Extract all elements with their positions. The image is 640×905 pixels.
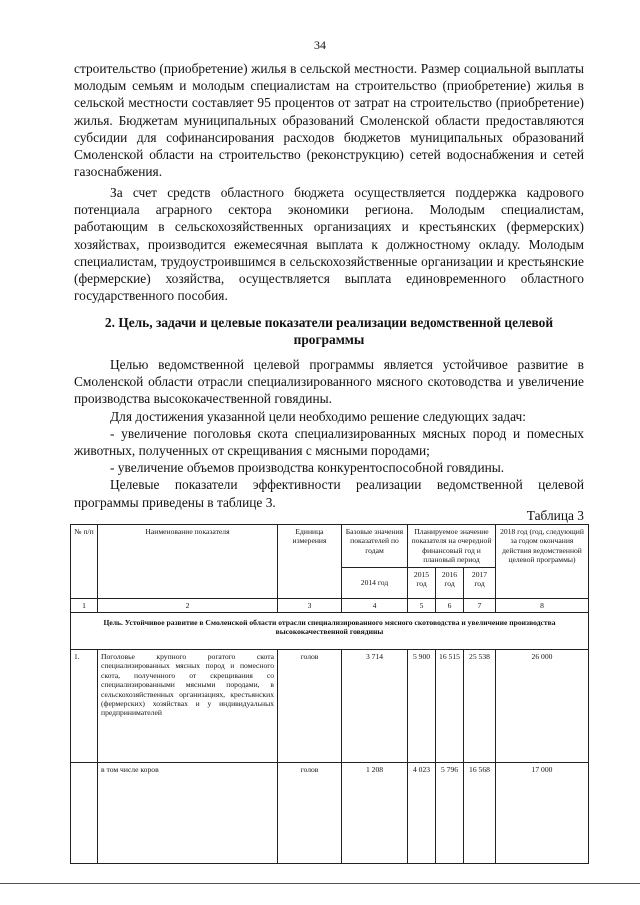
paragraph: Для достижения указанной цели необходимо решение следующих задач: [110,408,526,424]
table-cell: 5 796 [436,763,464,864]
header-cell: Базовые значения показателей по годам [342,525,408,568]
paragraph: строительство (приобретение) жилья в сельской местности. Размер социальной выплаты молодым семьям и молодым специалистам на строительство (приобретение) жилья в сельской местности составляет 95 процентов от затрат на строительство (приобретение) жилья. Бюджетам муниципальных образований Смоленской области предоставляются субсидии для софинансирования расходов бюджетов муниципальных образований Смоленской области на строительство (реконструкцию) сетей водоснабжения и сетей газоснабжения. [74,61,584,180]
table-cell: голов [278,650,342,763]
paragraph: - увеличение объемов производства конкурентоспособной говядины. [110,460,505,476]
table-row [71,650,589,763]
table-cell: Поголовье крупного рогатого скота специализированных мясных пород и помесного скота, полученного от скрещивания со специализированными мясными породами, в сельскохозяйственных организациях, крестьянских (фермерских) хозяйствах и у индивидуальных предпринимателей [98,650,278,763]
header-cell: Единица измерения [278,525,342,599]
indicators-table [70,524,589,864]
paragraph: Целевые показатели эффективности реализации ведомственной целевой программы приведены в таблице 3. [74,477,584,510]
column-number-cell: 7 [464,598,496,612]
table-cell: 4 023 [408,763,436,864]
table-cell: в том числе коров [98,763,278,864]
table-cell: 16 515 [436,650,464,763]
table-cell: 25 538 [464,650,496,763]
column-number-cell: 4 [342,598,408,612]
table-cell: 17 000 [496,763,589,864]
column-number-cell: 6 [436,598,464,612]
table-row [71,763,589,864]
paragraph: - увеличение поголовья скота специализированных мясных пород и помесных животных, полученных от скрещивания с мясными породами; [74,425,584,459]
goals-text-block [74,356,584,511]
table-cell: 5 900 [408,650,436,763]
table-cell [71,763,98,864]
table-cell: 26 000 [496,650,589,763]
page-number: 34 [314,38,326,52]
section-heading: 2. Цель, задачи и целевые показатели реализации ведомственной целевой программы [104,315,554,348]
table-header-row [71,525,589,568]
personnel-support-block [74,184,584,304]
paragraph: Целью ведомственной целевой программы является устойчивое развитие в Смоленской области отрасли специализированного мясного скотоводства и увеличение производства высококачественной говядины. [74,357,584,407]
column-number-cell: 8 [496,598,589,612]
header-cell: 2018 год (год, следующий за годом окончания действия ведомственной целевой программы) [496,525,589,599]
column-number-cell: 1 [71,598,98,612]
header-cell: Наименование показателя [98,525,278,599]
header-cell: № п/п [71,525,98,599]
goal-row [71,613,589,650]
column-number-cell: 2 [98,598,278,612]
table-caption: Таблица 3 [526,508,584,523]
intro-text-block [74,60,584,180]
header-cell: 2016 год [436,567,464,598]
table-cell: 1. [71,650,98,763]
header-cell: 2015 год [408,567,436,598]
table-cell: 3 714 [342,650,408,763]
column-number-cell: 3 [278,598,342,612]
footer-divider [0,883,640,884]
column-number-row [71,598,589,612]
column-number-cell: 5 [408,598,436,612]
table-cell: 1 208 [342,763,408,864]
table-cell: голов [278,763,342,864]
header-cell: 2014 год [342,567,408,598]
header-cell: Планируемое значение показателя на очередной финансовый год и плановый период [408,525,496,568]
goal-cell: Цель. Устойчивое развитие в Смоленской области отрасли специализированного мясного скотоводства и увеличение производства высококачественной говядины [71,613,589,650]
header-cell: 2017 год [464,567,496,598]
paragraph: За счет средств областного бюджета осуществляется поддержка кадрового потенциала аграрного сектора экономики региона. Молодым специалистам, работающим в сельскохозяйственных организациях и крестьянских (фермерских) хозяйствах, производится ежемесячная выплата к должностному окладу. Молодым специалистам, трудоустроившимся в сельскохозяйственные организации и крестьянские (фермерские) хозяйства, осуществляется выплата единовременного областного государственного пособия. [74,185,584,304]
table-cell: 16 568 [464,763,496,864]
